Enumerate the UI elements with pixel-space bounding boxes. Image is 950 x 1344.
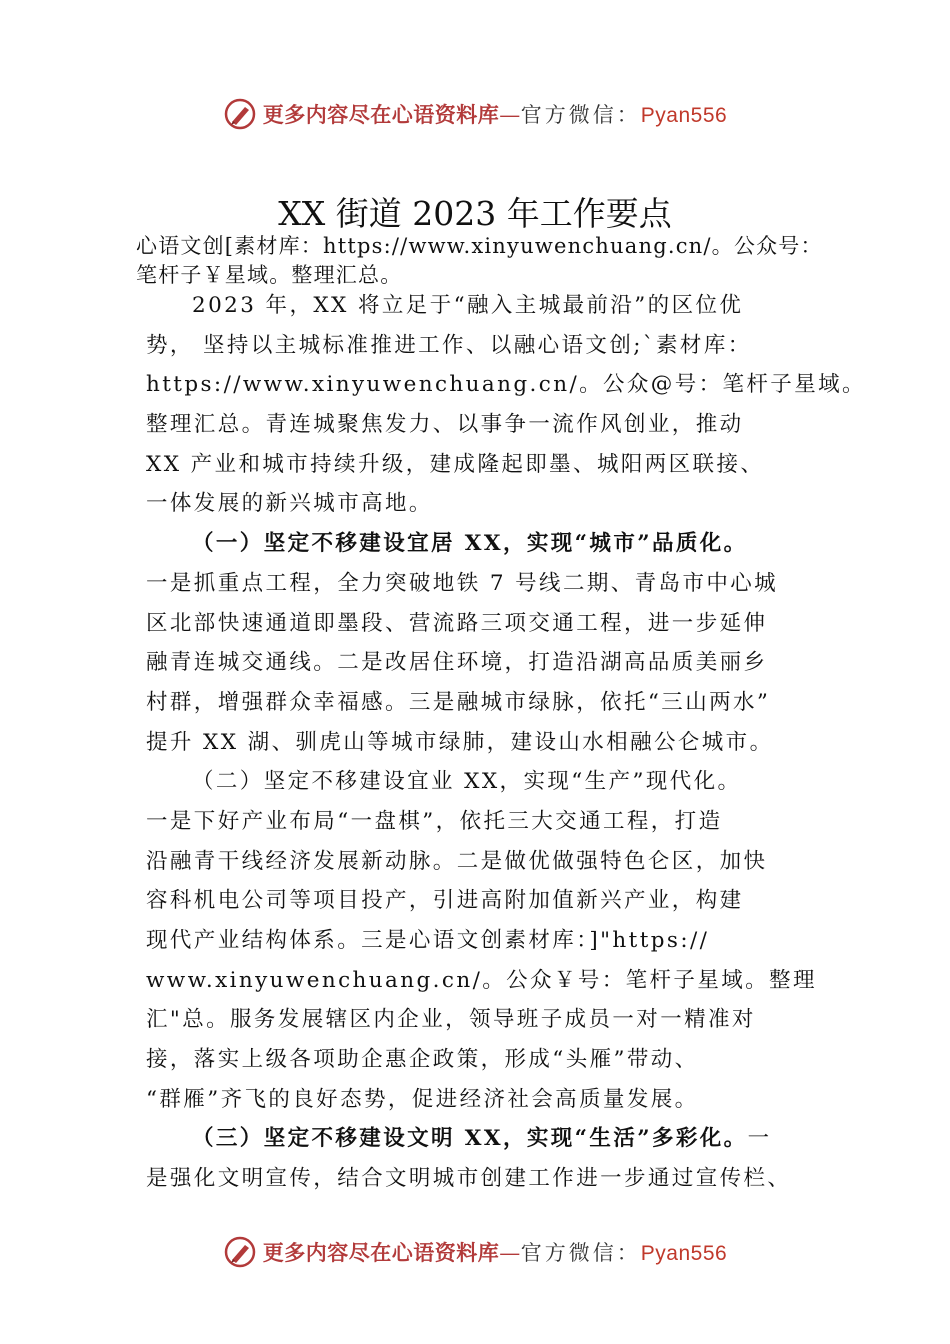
- paragraph-line: www.xinyuwenchuang.cn/。公众￥号：笔杆子星域。整理: [146, 967, 817, 993]
- section-heading: （一）坚定不移建设宜居 XX，实现“城市”品质化。: [192, 531, 748, 557]
- banner-separator: —: [499, 1241, 521, 1265]
- paragraph-line: https://www.xinyuwenchuang.cn/。公众@号：笔杆子星域。: [146, 372, 866, 398]
- header-banner: [0, 94, 950, 134]
- paragraph-line: 一体发展的新兴城市高地。: [146, 491, 433, 517]
- paragraph-line: 汇"总。服务发展辖区内企业，领导班子成员一对一精准对: [146, 1007, 756, 1033]
- paragraph-line: 一是抓重点工程，全力突破地铁 7 号线二期、青岛市中心城: [146, 570, 779, 596]
- paragraph-line: 提升 XX 湖、驯虎山等城市绿肺，建设山水相融公仑城市。: [146, 729, 774, 755]
- banner-label: 官方微信：: [520, 103, 641, 127]
- source-line: 笔杆子￥星域。整理汇总。: [136, 263, 403, 287]
- paragraph-fragment: 一: [747, 1126, 772, 1152]
- paragraph-line: 区北部快速通道即墨段、营流路三项交通工程，进一步延伸: [146, 610, 768, 636]
- paragraph-line: 沿融青干线经济发展新动脉。二是做优做强特色仑区，加快: [146, 848, 768, 874]
- banner-label: 官方微信：: [520, 1241, 641, 1265]
- paragraph-line: 2023 年，XX 将立足于“融入主城最前沿”的区位优: [192, 293, 744, 318]
- banner-text: [263, 99, 727, 129]
- document-title: XX 街道 2023 年工作要点: [278, 194, 672, 233]
- paragraph-line: 村群，增强群众幸福感。三是融城市绿脉，依托“三山两水”: [146, 689, 771, 715]
- pen-logo-icon: [223, 97, 257, 131]
- paragraph-line: 融青连城交通线。二是改居住环境，打造沿湖高品质美丽乡: [146, 650, 768, 676]
- paragraph-line: 现代产业结构体系。三是心语文创素材库：]"https://: [146, 928, 710, 953]
- paragraph-line: 整理汇总。青连城聚焦发力、以事争一流作风创业，推动: [146, 412, 744, 438]
- section-heading: （二）坚定不移建设宜业 XX，实现“生产”现代化。: [192, 769, 742, 795]
- banner-text: [263, 1237, 727, 1267]
- paragraph-line: 是强化文明宣传，结合文明城市创建工作进一步通过宣传栏、: [146, 1166, 792, 1192]
- footer-banner: [0, 1232, 950, 1272]
- banner-brand: 更多内容尽在心语资料库: [262, 102, 500, 127]
- paragraph-line: “群雁”齐飞的良好态势，促进经济社会高质量发展。: [146, 1086, 699, 1112]
- paragraph-line: 接，落实上级各项助企惠企政策，形成“头雁”带动、: [146, 1047, 699, 1073]
- section-heading-line: [146, 1119, 836, 1159]
- paragraph-line: 一是下好产业布局“一盘棋”，依托三大交通工程，打造: [146, 808, 723, 834]
- banner-account: Pyan556: [640, 1242, 728, 1265]
- document-body: [146, 286, 866, 1199]
- paragraph-line: 势， 坚持以主城标准推进工作、以融心语文创;`素材库：: [146, 332, 752, 358]
- source-line: 心语文创[素材库：https://www.xinyuwenchuang.cn/。公众号：: [136, 234, 823, 258]
- banner-separator: —: [499, 103, 521, 127]
- banner-account: Pyan556: [640, 104, 728, 127]
- paragraph-line: 容科机电公司等项目投产，引进高附加值新兴产业，构建: [146, 888, 744, 914]
- pen-logo-icon: [223, 1235, 257, 1269]
- paragraph-line: XX 产业和城市持续升级，建成隆起即墨、城阳两区联接、: [146, 451, 765, 477]
- source-note: [136, 232, 936, 290]
- section-heading: （三）坚定不移建设文明 XX，实现“生活”多彩化。: [192, 1126, 748, 1152]
- banner-brand: 更多内容尽在心语资料库: [262, 1240, 500, 1265]
